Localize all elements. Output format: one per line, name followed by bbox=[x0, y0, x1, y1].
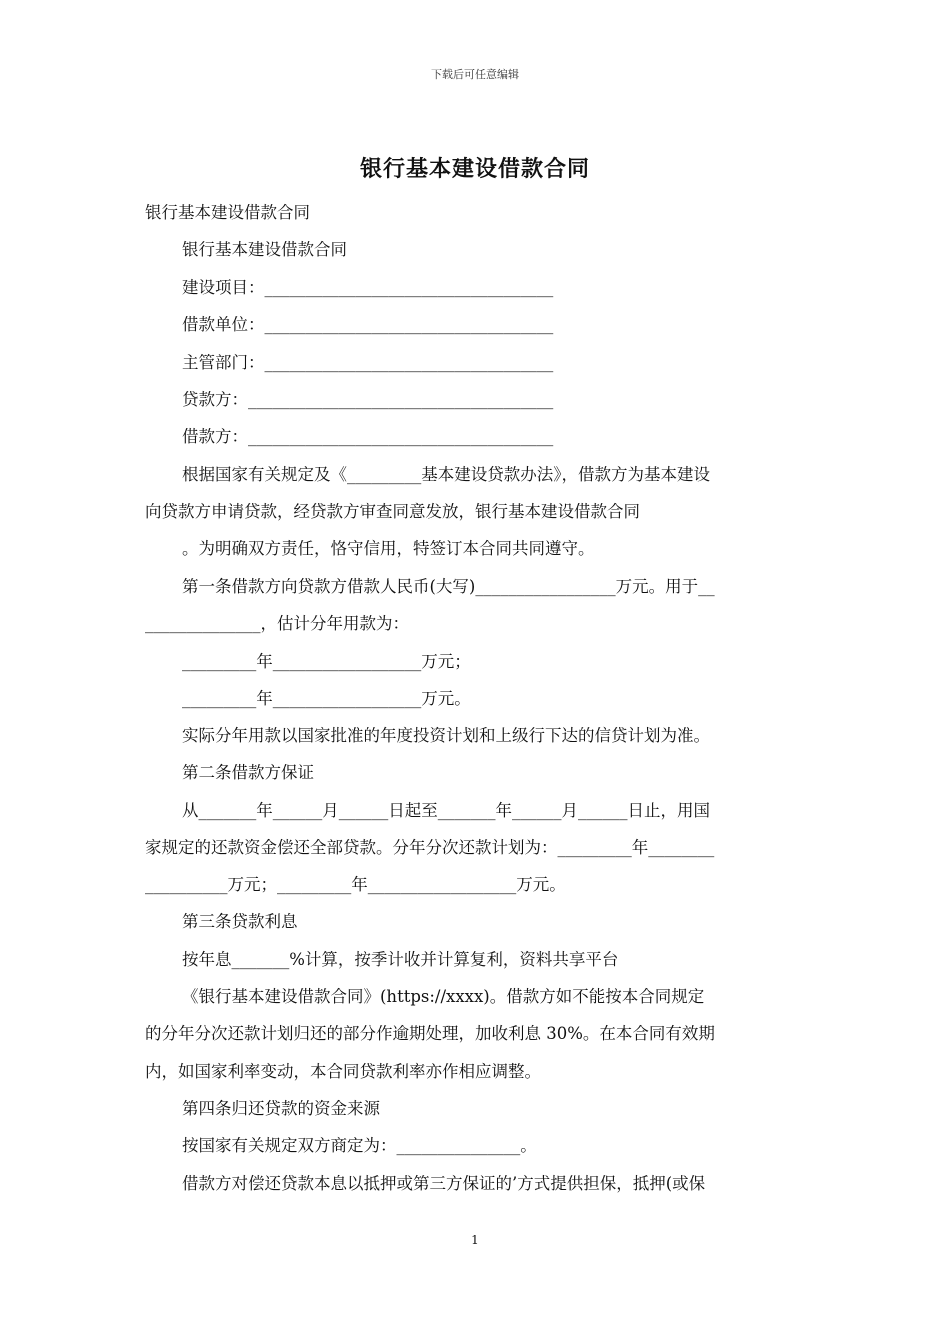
text-line: _________年__________________万元； bbox=[182, 652, 471, 671]
text-line: 从_______年______月______日起至_______年______月______日止，用国 bbox=[182, 801, 710, 820]
text-line: ______________，估计分年用款为： bbox=[145, 614, 409, 633]
text-line: 第三条贷款利息 bbox=[182, 912, 298, 931]
text-line: 第四条归还贷款的资金来源 bbox=[182, 1099, 380, 1118]
text-line: 建设项目：___________________________________ bbox=[182, 278, 554, 297]
text-line: 主管部门：___________________________________ bbox=[182, 353, 554, 372]
text-line: 的分年分次还款计划归还的部分作逾期处理，加收利息 30%。在本合同有效期 bbox=[145, 1024, 715, 1043]
text-line: 银行基本建设借款合同 bbox=[182, 240, 347, 259]
text-line: 借款方对偿还贷款本息以抵押或第三方保证的’方式提供担保，抵押(或保 bbox=[182, 1174, 706, 1193]
text-line: 。为明确双方责任，恪守信用，特签订本合同共同遵守。 bbox=[182, 539, 595, 558]
document-title: 银行基本建设借款合同 bbox=[359, 156, 590, 182]
page-number: 1 bbox=[471, 1233, 479, 1247]
text-line: 第一条借款方向贷款方借款人民币(大写)_________________万元。用于__ bbox=[182, 577, 715, 596]
text-line: 银行基本建设借款合同 bbox=[145, 203, 310, 222]
text-line: 实际分年用款以国家批准的年度投资计划和上级行下达的信贷计划为准。 bbox=[182, 726, 710, 745]
text-line: 按国家有关规定双方商定为：_______________。 bbox=[182, 1136, 537, 1155]
text-line: _________年__________________万元。 bbox=[182, 689, 471, 708]
text-line: 根据国家有关规定及《_________基本建设贷款办法》，借款方为基本建设 bbox=[182, 465, 710, 484]
text-line: 按年息_______%计算，按季计收并计算复利，资料共享平台 bbox=[182, 950, 619, 969]
text-line: 第二条借款方保证 bbox=[182, 763, 314, 782]
text-line: 内，如国家利率变动，本合同贷款利率亦作相应调整。 bbox=[145, 1062, 541, 1081]
page-header: 下载后可任意编辑 bbox=[431, 68, 519, 81]
text-line: 《银行基本建设借款合同》(https://xxxx)。借款方如不能按本合同规定 bbox=[182, 987, 705, 1006]
text-line: 借款单位：___________________________________ bbox=[182, 315, 554, 334]
text-line: 向贷款方申请贷款，经贷款方审查同意发放，银行基本建设借款合同 bbox=[145, 502, 640, 521]
text-line: __________万元；_________年__________________万元。 bbox=[145, 875, 566, 894]
text-line: 贷款方：_____________________________________ bbox=[182, 390, 554, 409]
text-line: 家规定的还款资金偿还全部贷款。分年分次还款计划为：_________年________ bbox=[145, 838, 715, 857]
text-line: 借款方：_____________________________________ bbox=[182, 427, 554, 446]
